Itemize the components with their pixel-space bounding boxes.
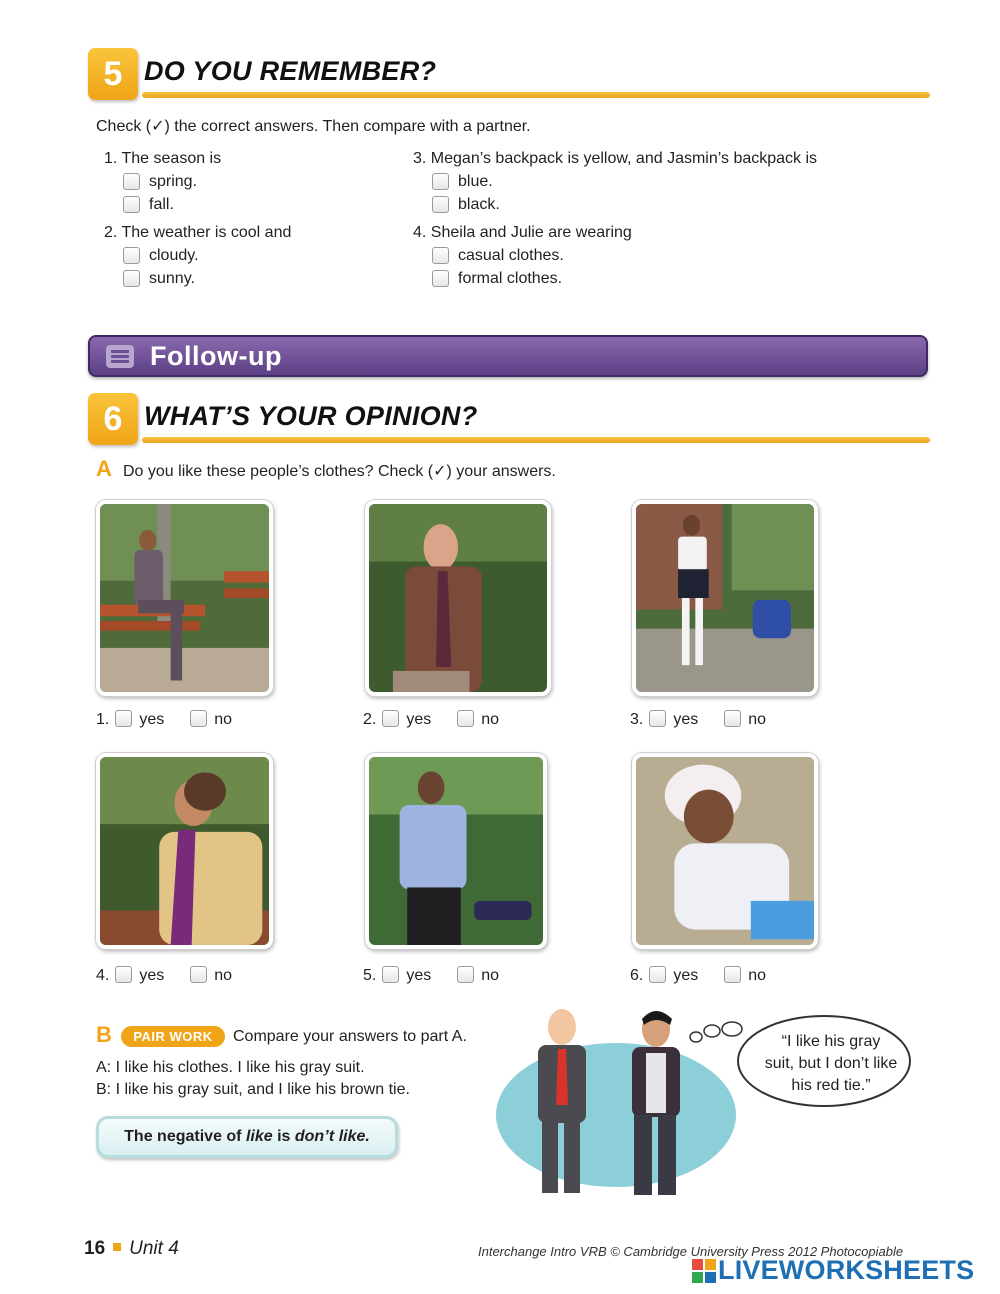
- section-number: 5: [88, 48, 138, 100]
- answer-option[interactable]: casual clothes.: [432, 244, 632, 267]
- section-title: DO YOU REMEMBER?: [144, 56, 437, 86]
- answer-option[interactable]: formal clothes.: [432, 267, 632, 290]
- part-b-instruction: Compare your answers to part A.: [233, 1028, 467, 1045]
- question-1: [104, 147, 221, 216]
- no-checkbox[interactable]: [724, 710, 741, 727]
- yes-checkbox[interactable]: [382, 710, 399, 727]
- no-checkbox[interactable]: [457, 710, 474, 727]
- checkbox[interactable]: [123, 173, 140, 190]
- unit-label: Unit 4: [129, 1238, 179, 1259]
- page-footer: [84, 1238, 179, 1260]
- yes-checkbox[interactable]: [382, 966, 399, 983]
- liveworksheets-brand[interactable]: LIVEWORKSHEETS: [718, 1255, 975, 1285]
- question-stem: 3. Megan’s backpack is yellow, and Jasmin’s backpack is: [413, 150, 818, 167]
- no-checkbox[interactable]: [457, 966, 474, 983]
- no-checkbox[interactable]: [190, 710, 207, 727]
- checkbox[interactable]: [432, 270, 449, 287]
- answer-row-6: 6. yes no: [630, 967, 767, 984]
- answer-row-2: 2. yes no: [363, 711, 500, 728]
- photo-1-man-on-bench: [96, 500, 273, 696]
- checkbox[interactable]: [123, 247, 140, 264]
- yes-checkbox[interactable]: [649, 710, 666, 727]
- page-number: 16: [84, 1238, 106, 1259]
- dialogue-line-b: B: I like his gray suit, and I like his brown tie.: [96, 1081, 410, 1098]
- follow-up-label: Follow-up: [150, 341, 282, 371]
- answer-row-3: 3. yes no: [630, 711, 767, 728]
- answer-option[interactable]: spring.: [123, 170, 221, 193]
- answer-option[interactable]: fall.: [123, 193, 221, 216]
- question-4: [413, 221, 632, 290]
- question-stem: 2. The weather is cool and: [104, 224, 292, 241]
- answer-option[interactable]: blue.: [432, 170, 817, 193]
- checkbox[interactable]: [432, 196, 449, 213]
- no-checkbox[interactable]: [724, 966, 741, 983]
- photo-2-man-with-briefcase: [365, 500, 551, 696]
- copyright-credit: Interchange Intro VRB © Cambridge University Press 2012 Photocopiable: [478, 1244, 904, 1259]
- section-title: WHAT’S YOUR OPINION?: [144, 401, 478, 431]
- photo-4-woman-in-beige-coat: [96, 753, 273, 949]
- yes-checkbox[interactable]: [115, 710, 132, 727]
- part-a-instruction: Do you like these people’s clothes? Check (✓) your answers.: [123, 463, 556, 480]
- dialogue-line-a: A: I like his clothes. I like his gray suit.: [96, 1059, 365, 1076]
- section-5-instruction: Check (✓) the correct answers. Then compare with a partner.: [96, 118, 531, 135]
- checkbox[interactable]: [123, 196, 140, 213]
- liveworksheets-logo-icon: [692, 1259, 716, 1283]
- answer-row-1: 1. yes no: [96, 711, 233, 728]
- photo-5-man-in-blue-shirt: [365, 753, 547, 949]
- section-5-header: [88, 48, 930, 104]
- photo-3-girl-with-backpack: [632, 500, 818, 696]
- no-checkbox[interactable]: [190, 966, 207, 983]
- checkbox[interactable]: [432, 173, 449, 190]
- section-number: 6: [88, 393, 138, 445]
- question-2: [104, 221, 291, 290]
- follow-up-banner: [88, 335, 928, 377]
- header-underline: [142, 92, 930, 98]
- answer-row-5: 5. yes no: [363, 967, 500, 984]
- yes-checkbox[interactable]: [115, 966, 132, 983]
- answer-option[interactable]: cloudy.: [123, 244, 291, 267]
- pair-work-badge: PAIR WORK: [121, 1026, 225, 1047]
- thought-bubble-text: “I like his gray suit, but I don’t like his red tie.”: [764, 1033, 898, 1094]
- separator-square: [113, 1243, 121, 1251]
- part-b-letter: B: [96, 1022, 112, 1047]
- checkbox[interactable]: [432, 247, 449, 264]
- question-stem: 1. The season is: [104, 150, 222, 167]
- grammar-note: The negative of like is don’t like.: [96, 1116, 398, 1158]
- answer-option[interactable]: black.: [432, 193, 817, 216]
- menu-icon: [106, 345, 134, 368]
- question-stem: 4. Sheila and Julie are wearing: [413, 224, 632, 241]
- part-a-letter: A: [96, 456, 112, 481]
- checkbox[interactable]: [123, 270, 140, 287]
- photo-6-baby-in-car-seat: [632, 753, 818, 949]
- header-underline: [142, 437, 930, 443]
- answer-option[interactable]: sunny.: [123, 267, 291, 290]
- yes-checkbox[interactable]: [649, 966, 666, 983]
- section-6-header: [88, 393, 930, 449]
- question-3: [413, 147, 817, 216]
- answer-row-4: 4. yes no: [96, 967, 233, 984]
